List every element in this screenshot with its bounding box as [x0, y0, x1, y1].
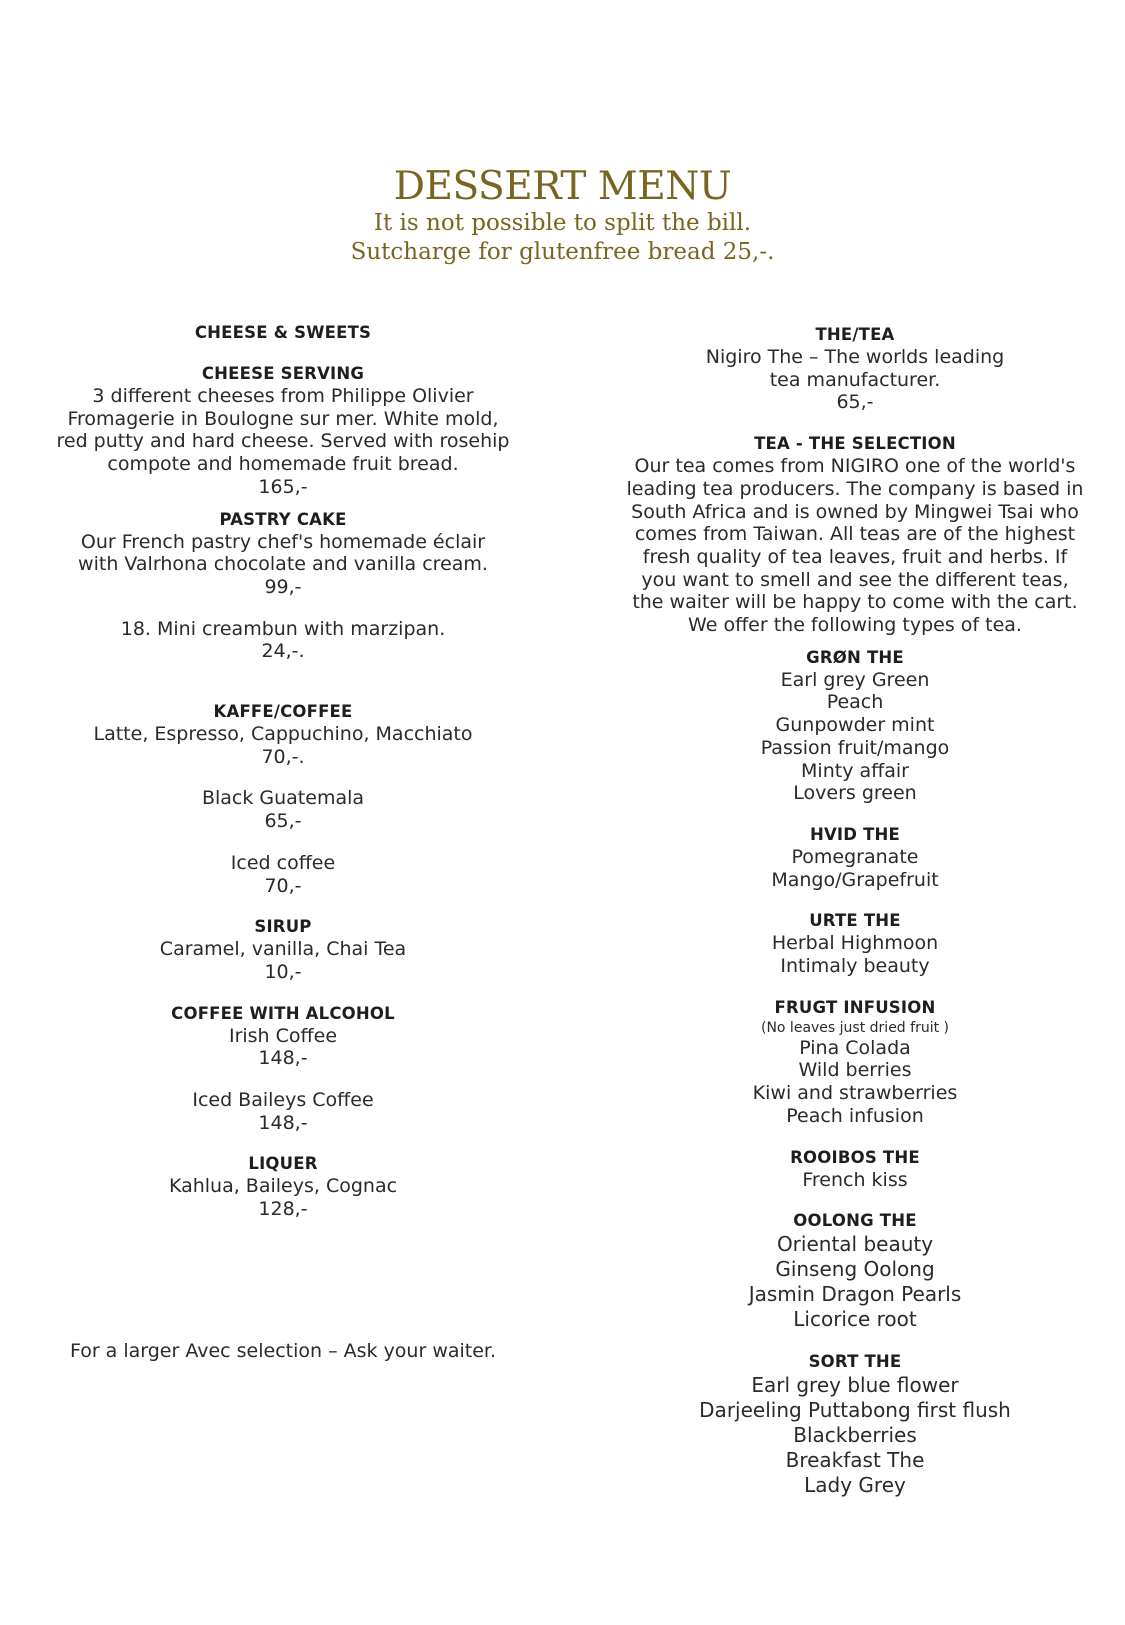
black-tea-title: SORT THE: [808, 1352, 902, 1372]
coffee-price: 70,-.: [261, 745, 305, 768]
oolong-section: [595, 1210, 1115, 1498]
tea-selection-line: We offer the following types of tea.: [688, 614, 1022, 637]
tea-selection-line: you want to smell and see the different teas,: [641, 568, 1069, 591]
green-tea-item: Gunpowder mint: [775, 714, 935, 737]
glutenfree-notice: Sutcharge for glutenfree bread 25,-.: [350, 239, 775, 265]
green-tea-item: Peach: [826, 691, 884, 714]
black-tea-item: Blackberries: [793, 1423, 917, 1448]
pastry-desc-line: with Valrhona chocolate and vanilla cream.: [78, 553, 488, 576]
pastry-desc-line: Our French pastry chef's homemade éclair: [80, 530, 486, 553]
menu-header: [0, 165, 1125, 267]
green-tea-item: Earl grey Green: [780, 668, 930, 691]
tea-selection-line: Our tea comes from NIGIRO one of the world's: [634, 455, 1076, 478]
fruit-infusion-item: Pina Colada: [799, 1036, 911, 1059]
coffee-price: 65,-: [264, 810, 302, 833]
creambun-item: 18. Mini creambun with marzipan.: [120, 617, 446, 640]
pastry-price: 99,-: [264, 575, 302, 598]
cheese-desc-line: red putty and hard cheese. Served with rosehip: [56, 430, 510, 453]
oolong-tea-item: Jasmin Dragon Pearls: [748, 1282, 962, 1307]
cheese-desc-line: compote and homemade fruit bread.: [107, 453, 459, 476]
rooibos-tea-title: ROOIBOS THE: [790, 1147, 920, 1167]
tea-selection-line: leading tea producers. The company is based in: [626, 477, 1084, 500]
fruit-infusion-item: Kiwi and strawberries: [752, 1082, 958, 1105]
the-tea-price: 65,-: [836, 391, 874, 414]
fruit-infusion-title: FRUGT INFUSION: [774, 997, 936, 1017]
alcohol-coffee-title: COFFEE WITH ALCOHOL: [171, 1003, 395, 1023]
black-tea-item: Lady Grey: [804, 1473, 906, 1498]
section-title-cheese-sweets: CHEESE & SWEETS: [194, 323, 372, 342]
oolong-tea-item: Licorice root: [793, 1307, 917, 1332]
the-tea-title: THE/TEA: [815, 325, 895, 344]
creambun-price: 24,-.: [261, 640, 305, 663]
fruit-infusion-item: Peach infusion: [786, 1104, 924, 1127]
black-tea-item: Earl grey blue flower: [751, 1373, 959, 1398]
coffee-price: 70,-: [264, 874, 302, 897]
white-tea-item: Mango/Grapefruit: [771, 868, 939, 891]
herbal-tea-title: URTE THE: [809, 911, 901, 931]
cheese-serving-title: CHEESE SERVING: [201, 364, 365, 383]
cheese-desc-line: Fromagerie in Boulogne sur mer. White mold,: [67, 407, 499, 430]
fruit-infusion-item: Wild berries: [798, 1059, 912, 1082]
avec-footer-note: For a larger Avec selection – Ask your waiter.: [69, 1340, 497, 1362]
cheese-price: 165,-: [258, 475, 308, 498]
oolong-tea-title: OOLONG THE: [793, 1211, 917, 1231]
coffee-title: KAFFE/COFFEE: [213, 702, 353, 722]
the-tea-line: tea manufacturer.: [769, 368, 941, 391]
alcohol-coffee-price: 148,-: [258, 1111, 308, 1134]
coffee-item: Iced coffee: [230, 851, 336, 874]
tea-selection-line: fresh quality of tea leaves, fruit and herbs. If: [642, 545, 1068, 568]
coffee-item: Latte, Espresso, Cappuchino, Macchiato: [93, 723, 473, 746]
page-title: DESSERT MENU: [393, 164, 732, 209]
liquer-title: LIQUER: [248, 1154, 318, 1174]
black-tea-item: Darjeeling Puttabong first flush: [699, 1398, 1011, 1423]
liquer-price: 128,-: [258, 1198, 308, 1221]
green-tea-item: Passion fruit/mango: [760, 736, 950, 759]
oolong-tea-item: Oriental beauty: [776, 1232, 934, 1257]
liquer-item: Kahlua, Baileys, Cognac: [168, 1175, 398, 1198]
green-tea-item: Lovers green: [793, 782, 917, 805]
sirup-price: 10,-: [264, 960, 302, 983]
coffee-item: Black Guatemala: [201, 787, 365, 810]
alcohol-coffee-item: Iced Baileys Coffee: [192, 1089, 374, 1112]
oolong-tea-item: Ginseng Oolong: [775, 1257, 935, 1282]
green-tea-item: Minty affair: [801, 759, 909, 782]
green-tea-title: GRØN THE: [806, 647, 904, 667]
black-tea-item: Breakfast The: [785, 1448, 925, 1473]
left-column: [28, 322, 538, 1221]
sirup-title: SIRUP: [254, 917, 312, 937]
cheese-desc-line: 3 different cheeses from Philippe Olivier: [92, 385, 474, 407]
alcohol-coffee-item: Irish Coffee: [228, 1024, 338, 1047]
tea-selection-line: the waiter will be happy to come with the cart.: [632, 591, 1078, 614]
white-tea-title: HVID THE: [809, 824, 901, 844]
bill-notice: It is not possible to split the bill.: [373, 210, 752, 236]
herbal-tea-item: Intimaly beauty: [780, 955, 930, 978]
tea-selection-line: South Africa and is owned by Mingwei Tsai who: [631, 500, 1079, 523]
the-tea-line: Nigiro The – The worlds leading: [705, 346, 1005, 368]
tea-selection-title: TEA - THE SELECTION: [754, 434, 956, 454]
herbal-tea-item: Herbal Highmoon: [771, 932, 939, 955]
pastry-cake-title: PASTRY CAKE: [219, 509, 347, 529]
tea-selection-line: comes from Taiwan. All teas are of the highest: [634, 523, 1076, 546]
white-tea-item: Pomegranate: [791, 845, 919, 868]
right-column: [595, 324, 1115, 1498]
rooibos-tea-item: French kiss: [802, 1168, 908, 1191]
fruit-infusion-note: (No leaves just dried fruit ): [760, 1019, 949, 1036]
sirup-item: Caramel, vanilla, Chai Tea: [159, 938, 407, 961]
alcohol-coffee-price: 148,-: [258, 1047, 308, 1070]
